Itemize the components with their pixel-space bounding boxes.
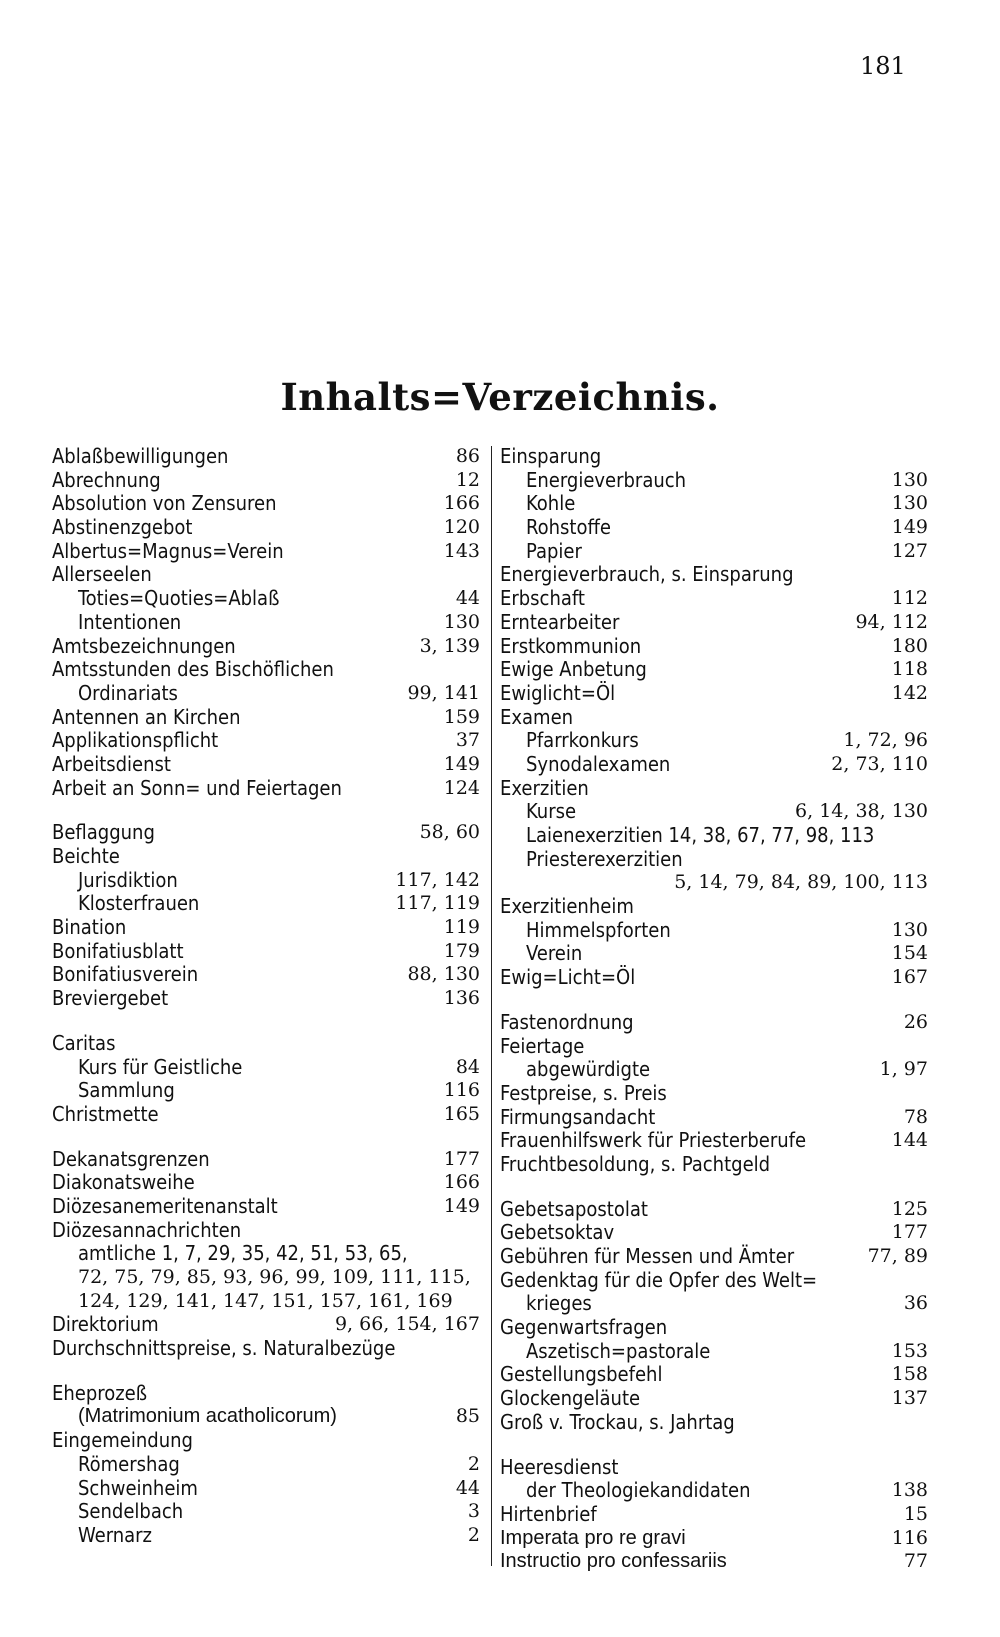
index-entry — [500, 1363, 928, 1387]
index-entry-pages: 177 — [891, 1221, 928, 1244]
index-entry — [500, 1269, 928, 1293]
index-entry-pages: 44 — [455, 1476, 480, 1499]
index-entry-pages: 116 — [443, 1079, 480, 1102]
index-entry — [52, 1242, 480, 1266]
index-entry-pages: 78 — [903, 1105, 928, 1128]
index-entry — [52, 916, 480, 940]
index-entry-pages: 5, 14, 79, 84, 89, 100, 113 — [674, 871, 928, 894]
index-entry — [52, 587, 480, 611]
index-entry-pages: 165 — [443, 1102, 480, 1125]
index-entry — [52, 1148, 480, 1172]
index-entry — [500, 1479, 928, 1503]
index-entry — [500, 1292, 928, 1316]
index-entry-label: Wernarz — [78, 1522, 153, 1547]
index-entry — [52, 635, 480, 659]
index-entry-pages: 3, 139 — [419, 634, 480, 657]
index-entry — [52, 821, 480, 845]
index-entry-label: Instructio pro confessariis — [500, 1550, 727, 1573]
index-entry — [52, 1524, 480, 1548]
index-entry-pages: 166 — [443, 492, 480, 515]
index-entry-pages: 2 — [467, 1523, 480, 1546]
column-divider — [491, 446, 492, 1566]
index-entry-label: Priesterexerzitien — [526, 846, 683, 871]
index-entry-label: Fruchtbesoldung, s. Pachtgeld — [500, 1151, 771, 1176]
index-column-right — [500, 445, 928, 1574]
index-entry-pages: 117, 142 — [395, 868, 480, 891]
index-entry-pages: 112 — [891, 587, 928, 610]
index-entry-label: Amtsstunden des Bischöflichen — [52, 657, 334, 682]
index-entry — [500, 706, 928, 730]
index-entry-label: Applikationspflicht — [52, 728, 219, 753]
index-entry-label: Synodalexamen — [526, 751, 671, 776]
index-entry-label: Christmette — [52, 1101, 159, 1126]
index-entry-pages: 2, 73, 110 — [831, 752, 928, 775]
index-entry-pages: 154 — [891, 942, 928, 965]
index-entry-label: Absolution von Zensuren — [52, 491, 277, 516]
index-entry-label: Diözesannachrichten — [52, 1217, 242, 1242]
index-entry — [52, 1056, 480, 1080]
index-entry-pages: 179 — [443, 939, 480, 962]
index-entry-label: Imperata pro re gravi — [500, 1526, 686, 1549]
index-entry-label: Hirtenbrief — [500, 1501, 597, 1526]
index-entry-label: Allerseelen — [52, 562, 152, 587]
index-entry — [52, 1313, 480, 1337]
index-entry-label: Klosterfrauen — [78, 891, 200, 916]
index-entry — [52, 1079, 480, 1103]
index-entry-label: Papier — [526, 538, 582, 563]
index-entry — [52, 1453, 480, 1477]
index-entry-pages: 58, 60 — [419, 821, 480, 844]
index-entry-label: Festpreise, s. Preis — [500, 1080, 667, 1105]
index-entry-label: Jurisdiktion — [78, 867, 178, 892]
index-entry-label: Kurse — [526, 799, 577, 824]
index-entry-pages: 130 — [443, 610, 480, 633]
index-entry — [500, 516, 928, 540]
index-entry — [52, 845, 480, 869]
index-entry-label: Firmungsandacht — [500, 1104, 656, 1129]
index-entry — [52, 445, 480, 469]
index-entry-pages: 120 — [443, 516, 480, 539]
index-entry — [52, 1219, 480, 1243]
index-entry-label: Kohle — [526, 491, 576, 516]
index-entry-pages: 159 — [443, 705, 480, 728]
index-entry — [500, 492, 928, 516]
index-entry — [52, 869, 480, 893]
index-entry — [52, 658, 480, 682]
index-entry — [500, 540, 928, 564]
index-entry — [500, 848, 928, 872]
index-entry-pages: 180 — [891, 634, 928, 657]
index-entry — [500, 1503, 928, 1527]
index-entry — [500, 1082, 928, 1106]
index-entry — [500, 1011, 928, 1035]
index-entry-label: Pfarrkonkurs — [526, 728, 639, 753]
index-entry — [52, 729, 480, 753]
index-entry-label: Schweinheim — [78, 1475, 198, 1500]
index-entry-label: Exerzitienheim — [500, 894, 634, 919]
index-entry-label: Energieverbrauch — [526, 467, 687, 492]
index-entry — [500, 682, 928, 706]
index-entry-label: Erstkommunion — [500, 633, 642, 658]
index-entry — [52, 1500, 480, 1524]
index-entry — [52, 987, 480, 1011]
index-entry-label: Abrechnung — [52, 467, 161, 492]
index-entry-label: Verein — [526, 941, 583, 966]
index-entry — [500, 563, 928, 587]
index-entry — [500, 469, 928, 493]
index-entry — [52, 563, 480, 587]
index-entry-pages: 6, 14, 38, 130 — [795, 800, 928, 823]
index-entry — [52, 777, 480, 801]
index-entry — [500, 919, 928, 943]
index-entry-pages: 26 — [903, 1010, 928, 1033]
index-entry-pages: 116 — [891, 1526, 928, 1549]
index-entry-label: krieges — [526, 1291, 592, 1316]
index-entry-label: Bonifatiusverein — [52, 962, 199, 987]
index-entry-pages: 99, 141 — [407, 681, 480, 704]
index-entry-pages: 144 — [891, 1129, 928, 1152]
index-entry-label: (Matrimonium acatholicorum) — [78, 1405, 337, 1428]
index-entry-label: Erbschaft — [500, 586, 585, 611]
index-entry — [52, 940, 480, 964]
index-entry-label: amtliche 1, 7, 29, 35, 42, 51, 53, 65, — [78, 1241, 408, 1266]
index-entry — [500, 1340, 928, 1364]
index-entry-label: Caritas — [52, 1030, 116, 1055]
index-entry-pages: 44 — [455, 587, 480, 610]
index-entry — [500, 1058, 928, 1082]
index-entry-label: Direktorium — [52, 1312, 159, 1337]
index-entry-pages: 149 — [891, 516, 928, 539]
index-entry-pages: 158 — [891, 1363, 928, 1386]
page-title: Inhalts=Verzeichnis. — [280, 375, 720, 419]
index-entry-pages: 85 — [455, 1405, 480, 1428]
index-entry-label: Gebühren für Messen und Ämter — [500, 1244, 795, 1268]
index-entry-label: Diözesanemeritenanstalt — [52, 1193, 278, 1218]
index-entry — [52, 1429, 480, 1453]
index-entry — [500, 895, 928, 919]
index-entry-pages: 77 — [903, 1550, 928, 1573]
index-entry — [52, 963, 480, 987]
index-entry — [52, 682, 480, 706]
index-entry-label: Einsparung — [500, 444, 602, 468]
index-entry-pages: 167 — [891, 966, 928, 989]
index-entry-label: Ablaßbewilligungen — [52, 444, 229, 468]
index-entry-pages: 142 — [891, 681, 928, 704]
index-entry-label: Gebetsapostolat — [500, 1196, 648, 1221]
index-entry-label: Arbeitsdienst — [52, 751, 171, 776]
index-entry-label: 72, 75, 79, 85, 93, 96, 99, 109, 111, 115, — [78, 1266, 471, 1288]
index-entry-label: Heeresdienst — [500, 1454, 619, 1479]
index-entry-label: Dekanatsgrenzen — [52, 1146, 210, 1171]
index-entry-label: Abstinenzgebot — [52, 515, 193, 540]
index-entry-label: Glockengeläute — [500, 1386, 641, 1411]
index-entry-label: Ewiglicht=Öl — [500, 680, 616, 705]
index-entry — [52, 1290, 480, 1314]
index-entry — [500, 777, 928, 801]
index-entry — [500, 871, 928, 895]
index-entry — [500, 611, 928, 635]
index-entry-label: Groß v. Trockau, s. Jahrtag — [500, 1409, 735, 1434]
index-entry-pages: 86 — [455, 445, 480, 467]
index-entry-label: Gedenktag für die Opfer des Welt= — [500, 1267, 818, 1292]
index-entry-pages: 1, 72, 96 — [843, 729, 928, 752]
index-entry-pages: 127 — [891, 539, 928, 562]
index-entry-pages: 1, 97 — [879, 1058, 928, 1081]
index-entry — [500, 942, 928, 966]
index-entry-pages: 130 — [891, 492, 928, 515]
index-entry — [500, 1550, 928, 1574]
index-entry-pages: 130 — [891, 918, 928, 941]
index-entry — [500, 445, 928, 469]
index-entry-label: Sendelbach — [78, 1499, 184, 1524]
index-entry-label: Breviergebet — [52, 986, 169, 1011]
index-entry-pages: 15 — [903, 1502, 928, 1525]
index-entry — [500, 1411, 928, 1435]
index-entry — [52, 1405, 480, 1429]
index-entry-pages: 149 — [443, 1194, 480, 1217]
index-entry — [52, 1382, 480, 1406]
index-entry-label: Gebetsoktav — [500, 1220, 615, 1245]
index-entry — [500, 1035, 928, 1059]
index-entry-label: Aszetisch=pastorale — [526, 1338, 711, 1363]
index-entry-label: Bonifatiusblatt — [52, 938, 184, 963]
index-entry-label: 124, 129, 141, 147, 151, 157, 161, 169 — [78, 1289, 453, 1312]
index-entry-label: Laienexerzitien 14, 38, 67, 77, 98, 113 — [526, 823, 875, 847]
index-entry-pages: 136 — [443, 987, 480, 1010]
index-entry-label: Eheprozeß — [52, 1380, 148, 1405]
index-entry-label: abgewürdigte — [526, 1057, 651, 1082]
index-entry — [500, 800, 928, 824]
index-entry-label: Ewige Anbetung — [500, 657, 647, 682]
index-entry-label: Beichte — [52, 844, 120, 868]
index-entry — [52, 492, 480, 516]
index-entry — [500, 729, 928, 753]
index-entry-pages: 117, 119 — [395, 892, 480, 915]
index-entry — [52, 706, 480, 730]
index-entry — [52, 1266, 480, 1290]
index-entry-pages: 36 — [903, 1292, 928, 1315]
index-entry-pages: 130 — [891, 468, 928, 491]
index-entry-label: Intentionen — [78, 609, 182, 634]
index-entry-label: der Theologiekandidaten — [526, 1478, 751, 1503]
index-entry — [52, 1337, 480, 1361]
index-entry-label: Fastenordnung — [500, 1009, 634, 1034]
index-entry-label: Sammlung — [78, 1078, 175, 1103]
index-entry-label: Toties=Quoties=Ablaß — [78, 586, 280, 611]
index-entry-pages: 177 — [443, 1147, 480, 1170]
index-entry-label: Albertus=Magnus=Verein — [52, 538, 284, 563]
index-entry — [52, 611, 480, 635]
index-entry-label: Gestellungsbefehl — [500, 1362, 663, 1387]
index-entry-pages: 149 — [443, 752, 480, 775]
index-entry — [500, 1221, 928, 1245]
index-entry — [500, 1198, 928, 1222]
index-entry — [500, 753, 928, 777]
index-entry — [52, 540, 480, 564]
index-entry — [52, 469, 480, 493]
index-entry-pages: 84 — [455, 1055, 480, 1078]
index-entry-pages: 77, 89 — [867, 1245, 928, 1267]
index-entry-pages: 3 — [467, 1500, 480, 1523]
index-entry-pages: 153 — [891, 1339, 928, 1362]
index-entry-pages: 12 — [455, 468, 480, 491]
index-entry-pages: 143 — [443, 539, 480, 562]
index-entry-label: Ordinariats — [78, 680, 178, 705]
index-entry — [500, 1527, 928, 1551]
index-entry-label: Examen — [500, 704, 574, 729]
index-entry — [52, 1195, 480, 1219]
index-entry — [52, 1171, 480, 1195]
page-number: 181 — [860, 52, 906, 80]
index-entry-pages: 37 — [455, 729, 480, 752]
index-entry — [500, 658, 928, 682]
index-entry — [52, 1032, 480, 1056]
index-entry-label: Rohstoffe — [526, 515, 611, 540]
index-entry — [52, 516, 480, 540]
index-entry — [500, 1456, 928, 1480]
index-entry-pages: 9, 66, 154, 167 — [334, 1313, 480, 1336]
index-entry-label: Bination — [52, 915, 127, 940]
index-entry-pages: 125 — [891, 1197, 928, 1220]
index-entry — [500, 1316, 928, 1340]
index-entry — [500, 1129, 928, 1153]
index-entry — [52, 892, 480, 916]
index-entry-label: Amtsbezeichnungen — [52, 633, 236, 658]
index-entry-pages: 124 — [443, 776, 480, 799]
index-entry-label: Durchschnittspreise, s. Naturalbezüge — [52, 1336, 396, 1361]
index-entry-label: Antennen an Kirchen — [52, 704, 241, 729]
index-entry-label: Feiertage — [500, 1033, 585, 1058]
index-entry-label: Eingemeindung — [52, 1428, 193, 1453]
index-entry-label: Energieverbrauch, s. Einsparung — [500, 562, 794, 587]
index-entry-pages: 137 — [891, 1387, 928, 1410]
index-entry-label: Gegenwartsfragen — [500, 1315, 668, 1340]
index-entry — [500, 966, 928, 990]
index-entry-pages: 94, 112 — [855, 610, 928, 633]
index-entry-label: Ewig=Licht=Öl — [500, 965, 636, 990]
index-entry-pages: 118 — [891, 658, 928, 681]
index-entry-pages: 88, 130 — [407, 963, 480, 986]
index-entry-pages: 138 — [891, 1479, 928, 1502]
index-column-left — [52, 445, 480, 1548]
index-entry — [52, 753, 480, 777]
index-entry-pages: 166 — [443, 1171, 480, 1194]
index-entry-pages: 2 — [467, 1452, 480, 1475]
index-entry-label: Diakonatsweihe — [52, 1170, 195, 1195]
index-entry — [500, 824, 928, 848]
index-entry — [500, 1387, 928, 1411]
index-entry-label: Kurs für Geistliche — [78, 1054, 243, 1079]
index-entry-label: Frauenhilfswerk für Priesterberufe — [500, 1128, 807, 1153]
index-entry-label: Erntearbeiter — [500, 609, 620, 634]
index-entry — [500, 1106, 928, 1130]
index-entry — [500, 1153, 928, 1177]
index-entry-label: Beflaggung — [52, 820, 155, 845]
index-entry-label: Himmelspforten — [526, 917, 671, 942]
index-entry-pages: 119 — [443, 916, 480, 939]
index-entry — [52, 1103, 480, 1127]
index-entry-label: Arbeit an Sonn= und Feiertagen — [52, 775, 342, 800]
index-entry-label: Römershag — [78, 1451, 180, 1476]
index-entry-label: Exerzitien — [500, 775, 589, 800]
index-entry — [52, 1477, 480, 1501]
index-entry — [500, 635, 928, 659]
index-entry — [500, 1245, 928, 1269]
index-entry — [500, 587, 928, 611]
